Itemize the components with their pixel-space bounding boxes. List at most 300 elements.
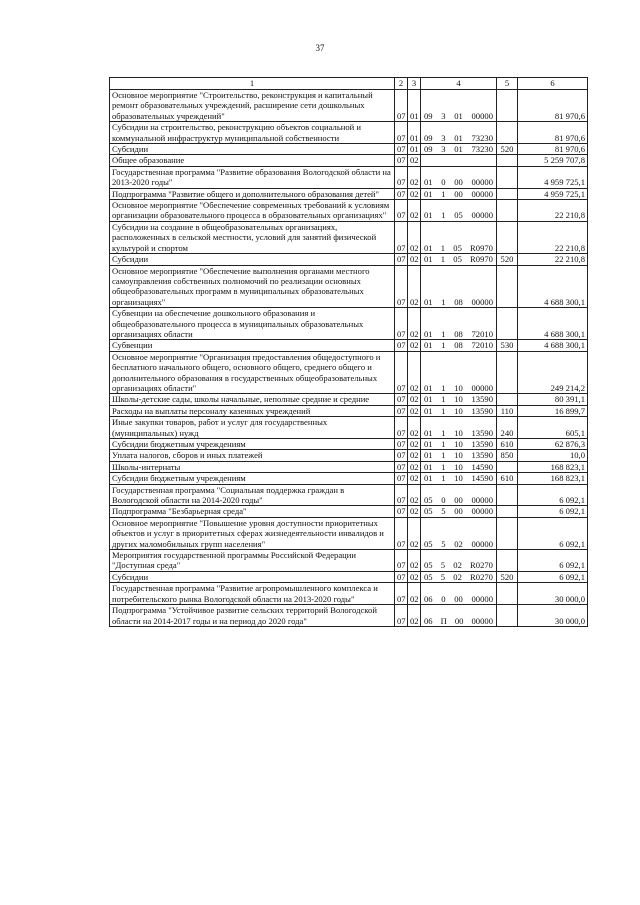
row-name-cell: Подпрограмма "Развитие общего и дополнительного образования детей" <box>110 188 395 199</box>
expense-type-cell <box>497 605 518 627</box>
code-part: 73230 <box>471 132 493 143</box>
code-part: 72010 <box>471 328 493 339</box>
expense-type-cell <box>497 166 518 188</box>
section-cell: 07 <box>395 450 408 461</box>
amount-cell: 6 092,1 <box>518 550 588 572</box>
target-article-cell <box>421 583 497 605</box>
row-name-cell: Основное мероприятие "Обеспечение современных требований к условиям организации образовательного процесса в образовательных организациях" <box>110 200 395 222</box>
section-cell: 07 <box>395 605 408 627</box>
table-row <box>110 450 588 461</box>
code-part: 01 <box>424 427 433 438</box>
code-part: 00000 <box>471 495 493 506</box>
table-row <box>110 122 588 144</box>
code-part: 1 <box>441 188 446 199</box>
code-part: 0 <box>441 593 446 604</box>
code-part: 01 <box>424 188 433 199</box>
code-part: 1 <box>441 439 446 449</box>
subsection-cell: 02 <box>408 155 421 166</box>
subsection-cell: 02 <box>408 461 421 472</box>
target-article-cell <box>421 506 497 517</box>
code-part: R0270 <box>470 560 493 571</box>
code-part: 01 <box>424 405 433 416</box>
code-part: 00 <box>454 177 463 188</box>
code-part: 1 <box>441 461 446 472</box>
code-part: 13590 <box>471 427 493 438</box>
code-part: 00000 <box>471 615 493 626</box>
table-row <box>110 155 588 166</box>
row-name-cell: Субсидии на строительство, реконструкцию объектов социальной и коммунальной инфраструктур муниципальной собственности <box>110 122 395 144</box>
expense-type-cell: 850 <box>497 450 518 461</box>
row-name-cell: Школы-детские сады, школы начальные, неполные средние и средние <box>110 394 395 405</box>
section-cell: 07 <box>395 484 408 506</box>
section-cell: 07 <box>395 550 408 572</box>
budget-table <box>109 77 588 627</box>
expense-type-cell <box>497 188 518 199</box>
table-row <box>110 417 588 439</box>
section-cell: 07 <box>395 340 408 351</box>
code-part: 3 <box>441 132 446 143</box>
code-part: 5 <box>440 571 446 582</box>
code-part: 05 <box>424 571 433 582</box>
section-cell: 07 <box>395 439 408 450</box>
expense-type-cell <box>497 308 518 340</box>
subsection-cell: 01 <box>408 90 421 122</box>
row-name-cell: Школы-интернаты <box>110 461 395 472</box>
amount-cell: 81 970,6 <box>518 90 588 122</box>
target-article-cell <box>421 394 497 405</box>
code-part: П <box>440 615 447 626</box>
section-cell: 07 <box>395 221 408 253</box>
section-cell: 07 <box>395 461 408 472</box>
code-part: 0 <box>441 495 446 506</box>
expense-type-cell: 610 <box>497 439 518 450</box>
code-part: 08 <box>454 340 463 351</box>
code-part: 1 <box>441 210 446 221</box>
table-row <box>110 188 588 199</box>
expense-type-cell <box>497 394 518 405</box>
amount-cell: 4 688 300,1 <box>518 340 588 351</box>
code-part: 1 <box>441 405 446 416</box>
expense-type-cell <box>497 506 518 517</box>
code-part: R0970 <box>470 254 493 265</box>
code-part: 5 <box>440 560 446 571</box>
code-part: 00 <box>454 495 463 506</box>
code-part: 06 <box>424 615 433 626</box>
code-part: 01 <box>424 340 433 351</box>
column-header: 3 <box>408 78 421 90</box>
row-name-cell: Подпрограмма "Устойчивое развитие сельских территорий Вологодской области на 2014-2017 годы и на период до 2020 года" <box>110 605 395 627</box>
target-article-cell <box>421 450 497 461</box>
expense-type-cell <box>497 200 518 222</box>
target-article-cell <box>421 605 497 627</box>
amount-cell: 4 959 725,1 <box>518 188 588 199</box>
target-article-cell <box>421 571 497 582</box>
table-row <box>110 90 588 122</box>
target-article-cell <box>421 484 497 506</box>
section-cell: 07 <box>395 473 408 484</box>
target-article-cell <box>421 461 497 472</box>
table-row <box>110 550 588 572</box>
amount-cell: 168 823,1 <box>518 473 588 484</box>
code-part: 10 <box>454 405 463 416</box>
code-part: 01 <box>424 254 433 265</box>
code-part: 05 <box>424 538 433 549</box>
code-part: 00000 <box>471 110 493 121</box>
row-name-cell: Субвенции <box>110 340 395 351</box>
expense-type-cell <box>497 90 518 122</box>
code-part: 05 <box>454 210 463 221</box>
code-part: 13590 <box>471 439 493 449</box>
table-row <box>110 265 588 308</box>
target-article-cell <box>421 144 497 155</box>
code-part: 10 <box>454 394 463 405</box>
code-part: 3 <box>441 110 446 121</box>
section-cell: 07 <box>395 517 408 549</box>
amount-cell: 30 000,0 <box>518 605 588 627</box>
target-article-cell <box>421 439 497 450</box>
row-name-cell: Расходы на выплаты персоналу казенных учреждений <box>110 405 395 416</box>
expense-type-cell <box>497 265 518 308</box>
expense-type-cell: 520 <box>497 571 518 582</box>
amount-cell: 249 214,2 <box>518 351 588 394</box>
amount-cell: 81 970,6 <box>518 122 588 144</box>
column-header: 1 <box>110 78 395 90</box>
code-part: 00000 <box>471 538 493 549</box>
code-part: 05 <box>424 560 433 571</box>
code-part: 5 <box>441 506 446 517</box>
code-part: 00000 <box>471 506 493 517</box>
code-part: 10 <box>454 439 463 449</box>
target-article-cell <box>421 221 497 253</box>
code-part: 01 <box>424 296 433 307</box>
table-row <box>110 351 588 394</box>
row-name-cell: Основное мероприятие "Обеспечение выполнения органами местного самоуправления собственных полномочий по реализации основных общеобразовательных программ в муниципальных образовательных организациях" <box>110 265 395 308</box>
code-part: 01 <box>424 439 433 449</box>
subsection-cell: 02 <box>408 571 421 582</box>
table-row <box>110 484 588 506</box>
expense-type-cell: 610 <box>497 473 518 484</box>
row-name-cell: Субсидии <box>110 571 395 582</box>
column-header: 6 <box>518 78 588 90</box>
code-part: 13590 <box>471 405 493 416</box>
amount-cell: 22 210,8 <box>518 221 588 253</box>
amount-cell: 4 688 300,1 <box>518 265 588 308</box>
table-row <box>110 254 588 265</box>
amount-cell: 10,0 <box>518 450 588 461</box>
column-header: 4 <box>421 78 497 90</box>
target-article-cell <box>421 122 497 144</box>
subsection-cell: 02 <box>408 200 421 222</box>
code-part: 1 <box>441 394 446 405</box>
amount-cell: 6 092,1 <box>518 506 588 517</box>
row-name-cell: Государственная программа "Развитие агропромышленного комплекса и потребительского рынка Вологодской области на 2013-2020 годы" <box>110 583 395 605</box>
code-part: 00000 <box>471 177 493 188</box>
subsection-cell: 02 <box>408 394 421 405</box>
section-cell: 07 <box>395 417 408 439</box>
target-article-cell <box>421 254 497 265</box>
code-part: 00000 <box>471 382 493 393</box>
amount-cell: 16 899,7 <box>518 405 588 416</box>
expense-type-cell <box>497 583 518 605</box>
amount-cell: 5 259 707,8 <box>518 155 588 166</box>
expense-type-cell <box>497 155 518 166</box>
section-cell: 07 <box>395 254 408 265</box>
target-article-cell <box>421 517 497 549</box>
table-row <box>110 605 588 627</box>
code-part: 01 <box>454 132 463 143</box>
expense-type-cell: 520 <box>497 144 518 155</box>
code-part: 1 <box>441 340 446 351</box>
row-name-cell: Основное мероприятие "Строительство, реконструкция и капитальный ремонт образовательных учреждений, расширение сети дошкольных образовательных учреждений" <box>110 90 395 122</box>
row-name-cell: Субвенции на обеспечение дошкольного образования и общеобразовательного процесса в муниципальных образовательных организациях области <box>110 308 395 340</box>
section-cell: 07 <box>395 351 408 394</box>
section-cell: 07 <box>395 506 408 517</box>
code-part: 1 <box>440 254 446 265</box>
amount-cell: 6 092,1 <box>518 484 588 506</box>
row-name-cell: Субсидии <box>110 144 395 155</box>
amount-cell: 22 210,8 <box>518 200 588 222</box>
expense-type-cell <box>497 550 518 572</box>
code-part: 00 <box>454 615 464 626</box>
code-part: 06 <box>424 593 433 604</box>
code-part: 00000 <box>471 296 493 307</box>
code-part: 01 <box>424 450 433 461</box>
target-article-cell <box>421 166 497 188</box>
subsection-cell: 02 <box>408 583 421 605</box>
target-article-cell <box>421 417 497 439</box>
table-row <box>110 166 588 188</box>
code-part: 01 <box>424 473 433 484</box>
code-part: 00000 <box>471 593 493 604</box>
section-cell: 07 <box>395 265 408 308</box>
expense-type-cell: 240 <box>497 417 518 439</box>
subsection-cell: 02 <box>408 308 421 340</box>
code-part: 05 <box>424 495 433 506</box>
code-part: 01 <box>424 210 433 221</box>
code-part: R0970 <box>470 242 493 253</box>
table-row <box>110 144 588 155</box>
row-name-cell: Субсидии бюджетным учреждениям <box>110 439 395 450</box>
expense-type-cell: 110 <box>497 405 518 416</box>
code-part: 00 <box>454 593 463 604</box>
amount-cell: 6 092,1 <box>518 517 588 549</box>
row-name-cell: Субсидии бюджетным учреждениям <box>110 473 395 484</box>
code-part: R0270 <box>470 571 493 582</box>
section-cell: 07 <box>395 394 408 405</box>
table-row <box>110 340 588 351</box>
code-part: 10 <box>454 473 463 484</box>
code-part: 1 <box>441 296 446 307</box>
table-row <box>110 473 588 484</box>
subsection-cell: 02 <box>408 484 421 506</box>
table-row <box>110 439 588 450</box>
expense-type-cell <box>497 122 518 144</box>
code-part: 3 <box>441 144 446 155</box>
code-part: 01 <box>424 242 433 253</box>
amount-cell: 80 391,1 <box>518 394 588 405</box>
code-part: 05 <box>453 242 462 253</box>
target-article-cell <box>421 473 497 484</box>
subsection-cell: 02 <box>408 265 421 308</box>
code-part: 10 <box>454 382 463 393</box>
expense-type-cell <box>497 484 518 506</box>
code-part: 01 <box>424 177 433 188</box>
target-article-cell <box>421 265 497 308</box>
table-row <box>110 405 588 416</box>
amount-cell: 605,1 <box>518 417 588 439</box>
table-row <box>110 571 588 582</box>
section-cell: 07 <box>395 90 408 122</box>
row-name-cell: Иные закупки товаров, работ и услуг для государственных (муниципальных) нужд <box>110 417 395 439</box>
code-part: 10 <box>454 461 463 472</box>
code-part: 1 <box>441 382 446 393</box>
expense-type-cell <box>497 461 518 472</box>
code-part: 1 <box>440 242 446 253</box>
section-cell: 07 <box>395 144 408 155</box>
subsection-cell: 02 <box>408 605 421 627</box>
code-part: 1 <box>441 328 446 339</box>
expense-type-cell <box>497 221 518 253</box>
table-row <box>110 308 588 340</box>
section-cell: 07 <box>395 583 408 605</box>
target-article-cell <box>421 550 497 572</box>
row-name-cell: Основное мероприятие "Повышение уровня доступности приоритетных объектов и услуг в приоритетных сферах жизнедеятельности инвалидов и других маломобильных групп населения" <box>110 517 395 549</box>
target-article-cell <box>421 90 497 122</box>
row-name-cell: Государственная программа "Социальная поддержка граждан в Вологодской области на 2014-2020 годы" <box>110 484 395 506</box>
row-name-cell: Субсидии <box>110 254 395 265</box>
section-cell: 07 <box>395 308 408 340</box>
code-part: 00000 <box>471 210 493 221</box>
code-part: 1 <box>441 450 446 461</box>
subsection-cell: 02 <box>408 221 421 253</box>
column-header: 5 <box>497 78 518 90</box>
row-name-cell: Основное мероприятие "Организация предоставления общедоступного и бесплатного начального общего, основного общего, среднего общего и дополнительного образования в государственных общеобразовательных организациях области" <box>110 351 395 394</box>
section-cell: 07 <box>395 188 408 199</box>
section-cell: 07 <box>395 122 408 144</box>
amount-cell: 22 210,8 <box>518 254 588 265</box>
amount-cell: 168 823,1 <box>518 461 588 472</box>
target-article-cell <box>421 188 497 199</box>
code-part: 01 <box>454 110 463 121</box>
code-part: 10 <box>454 450 463 461</box>
subsection-cell: 02 <box>408 340 421 351</box>
target-article-cell <box>421 405 497 416</box>
table-row <box>110 394 588 405</box>
amount-cell: 81 970,6 <box>518 144 588 155</box>
target-article-cell <box>421 308 497 340</box>
code-part: 14590 <box>471 473 493 484</box>
table-row <box>110 221 588 253</box>
subsection-cell: 02 <box>408 188 421 199</box>
subsection-cell: 02 <box>408 166 421 188</box>
subsection-cell: 02 <box>408 517 421 549</box>
code-part: 09 <box>424 110 433 121</box>
table-row <box>110 583 588 605</box>
table-row <box>110 200 588 222</box>
code-part: 01 <box>424 328 433 339</box>
row-name-cell: Мероприятия государственной программы Российской Федерации "Доступная среда" <box>110 550 395 572</box>
subsection-cell: 02 <box>408 450 421 461</box>
code-part: 09 <box>424 144 433 155</box>
code-part: 08 <box>454 296 463 307</box>
expense-type-cell <box>497 517 518 549</box>
code-part: 1 <box>441 473 446 484</box>
code-part: 01 <box>424 382 433 393</box>
amount-cell: 6 092,1 <box>518 571 588 582</box>
code-part: 13590 <box>471 450 493 461</box>
section-cell: 07 <box>395 405 408 416</box>
row-name-cell: Подпрограмма "Безбарьерная среда" <box>110 506 395 517</box>
subsection-cell: 02 <box>408 506 421 517</box>
code-part: 05 <box>453 254 462 265</box>
code-part: 0 <box>441 177 446 188</box>
code-part: 00 <box>454 188 463 199</box>
subsection-cell: 01 <box>408 144 421 155</box>
code-part: 02 <box>453 571 462 582</box>
subsection-cell: 02 <box>408 405 421 416</box>
section-cell: 07 <box>395 166 408 188</box>
subsection-cell: 02 <box>408 351 421 394</box>
amount-cell: 4 688 300,1 <box>518 308 588 340</box>
section-cell: 07 <box>395 200 408 222</box>
code-part: 10 <box>454 427 463 438</box>
table-row <box>110 517 588 549</box>
code-part: 05 <box>424 506 433 517</box>
subsection-cell: 02 <box>408 439 421 450</box>
code-part: 1 <box>441 427 446 438</box>
code-part: 72010 <box>471 340 493 351</box>
code-part: 09 <box>424 132 433 143</box>
target-article-cell <box>421 340 497 351</box>
amount-cell: 62 876,3 <box>518 439 588 450</box>
subsection-cell: 02 <box>408 254 421 265</box>
target-article-cell <box>421 200 497 222</box>
column-header: 2 <box>395 78 408 90</box>
code-part: 14590 <box>471 461 493 472</box>
code-part: 08 <box>454 328 463 339</box>
table-row <box>110 461 588 472</box>
subsection-cell: 02 <box>408 550 421 572</box>
table-header-row <box>110 78 588 90</box>
code-part: 01 <box>424 394 433 405</box>
row-name-cell: Субсидии на создание в общеобразовательных организациях, расположенных в сельской местности, условий для занятий физической культурой и спортом <box>110 221 395 253</box>
section-cell: 07 <box>395 571 408 582</box>
table-row <box>110 506 588 517</box>
target-article-cell <box>421 351 497 394</box>
code-part: 00 <box>454 506 463 517</box>
row-name-cell: Уплата налогов, сборов и иных платежей <box>110 450 395 461</box>
row-name-cell: Общее образование <box>110 155 395 166</box>
expense-type-cell <box>497 351 518 394</box>
amount-cell: 4 959 725,1 <box>518 166 588 188</box>
subsection-cell: 02 <box>408 473 421 484</box>
subsection-cell: 01 <box>408 122 421 144</box>
code-part: 01 <box>424 461 433 472</box>
code-part: 73230 <box>471 144 493 155</box>
expense-type-cell: 530 <box>497 340 518 351</box>
row-name-cell: Государственная программа "Развитие образования Вологодской области на 2013-2020 годы" <box>110 166 395 188</box>
code-part: 00000 <box>471 188 493 199</box>
subsection-cell: 02 <box>408 417 421 439</box>
code-part: 13590 <box>471 394 493 405</box>
code-part: 02 <box>453 560 462 571</box>
code-part: 5 <box>441 538 446 549</box>
target-article-cell <box>421 155 497 166</box>
section-cell: 07 <box>395 155 408 166</box>
amount-cell: 30 000,0 <box>518 583 588 605</box>
code-part: 02 <box>454 538 463 549</box>
page-number: 37 <box>315 43 325 53</box>
